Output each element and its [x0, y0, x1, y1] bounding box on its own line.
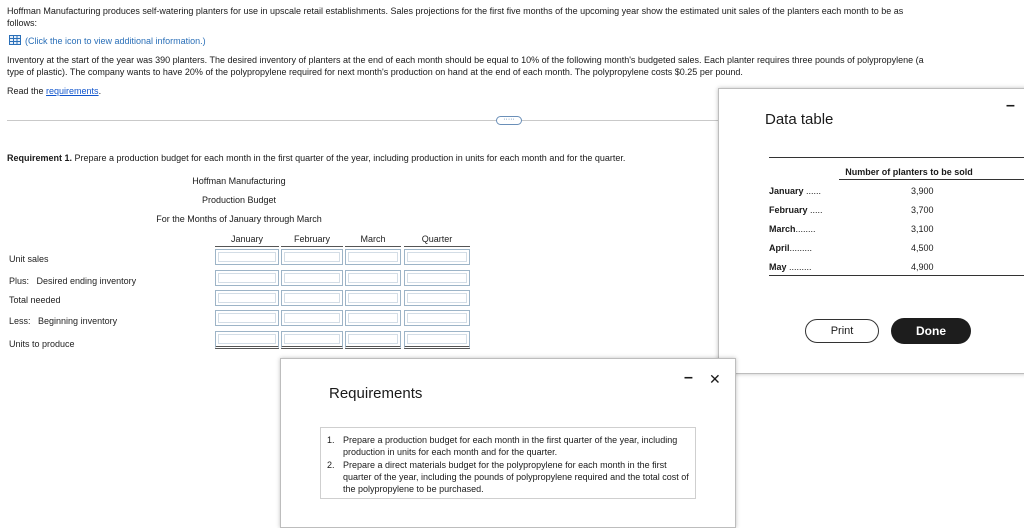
month-label: May: [769, 262, 787, 272]
row-label-beginning-inventory: [9, 316, 117, 326]
leader-dots: .........: [789, 243, 813, 253]
row-text: Beginning inventory: [38, 316, 118, 326]
col-underline: [281, 246, 343, 247]
data-row-february: [769, 205, 1024, 215]
row-text: Desired ending inventory: [36, 276, 137, 286]
read-prefix: Read the: [7, 86, 47, 96]
expand-button[interactable]: ·····: [496, 116, 522, 125]
input-ending-inventory-quarter[interactable]: [404, 270, 470, 286]
value: 3,900: [911, 186, 934, 196]
col-quarter: Quarter: [421, 234, 453, 244]
leader-dots: .....: [810, 205, 823, 215]
read-suffix: .: [98, 86, 102, 96]
input-units-to-produce-quarter[interactable]: [404, 331, 470, 349]
done-button[interactable]: Done: [891, 318, 971, 344]
requirements-panel: [280, 358, 736, 528]
col-underline: [215, 246, 279, 247]
input-total-needed-march[interactable]: [345, 290, 401, 306]
value: 3,100: [911, 224, 934, 234]
input-unit-sales-march[interactable]: [345, 249, 401, 265]
intro-line-2: follows:: [7, 18, 38, 28]
requirement-item-2: Prepare a direct materials budget for the polypropylene for each month in the first quarter of the year, including the pounds of polypropylene required and the total cost of the polypropylene to be purchased.: [343, 460, 689, 494]
problem-intro: [7, 5, 1017, 29]
requirement-1-label: Requirement 1.: [7, 153, 73, 163]
requirement-number: 2.: [327, 460, 335, 470]
data-row-april: [769, 243, 1024, 253]
input-unit-sales-february[interactable]: [281, 249, 343, 265]
row-prefix-less: Less:: [9, 316, 31, 326]
details-line-2: type of plastic). The company wants to have 20% of the polypropylene required for next month's production on hand at the end of each month. The polypropylene costs $0.25 per pound.: [7, 67, 743, 77]
month-label: January: [769, 186, 804, 196]
leader-dots: .........: [789, 262, 812, 272]
print-button[interactable]: Print: [805, 319, 879, 343]
requirement-1-prompt: [7, 153, 707, 163]
row-label-unit-sales: Unit sales: [9, 254, 49, 264]
input-unit-sales-quarter[interactable]: [404, 249, 470, 265]
value: 4,500: [911, 243, 934, 253]
row-prefix-plus: Plus:: [9, 276, 30, 286]
col-underline: [404, 246, 470, 247]
requirements-list: [320, 427, 696, 499]
table-icon[interactable]: [9, 35, 21, 45]
input-beginning-inventory-february[interactable]: [281, 310, 343, 326]
col-underline: [345, 246, 401, 247]
table-bottom-rule: [769, 275, 1024, 276]
header-underline: [839, 179, 1024, 180]
budget-company: Hoffman Manufacturing: [192, 176, 286, 186]
data-row-march: [769, 224, 1024, 234]
input-beginning-inventory-march[interactable]: [345, 310, 401, 326]
value: 4,900: [911, 262, 934, 272]
input-unit-sales-january[interactable]: [215, 249, 279, 265]
input-ending-inventory-march[interactable]: [345, 270, 401, 286]
row-label-desired-ending-inventory: [9, 276, 136, 286]
value: 3,700: [911, 205, 934, 215]
input-ending-inventory-january[interactable]: [215, 270, 279, 286]
section-divider: [7, 120, 719, 121]
data-table-panel: [718, 88, 1024, 374]
col-february: February: [293, 234, 330, 244]
info-link-text[interactable]: (Click the icon to view additional information.): [25, 36, 206, 46]
requirements-link[interactable]: requirements: [46, 86, 99, 96]
data-table-title: Data table: [765, 111, 834, 128]
read-requirements: [7, 86, 101, 96]
intro-line-1: Hoffman Manufacturing produces self-watering planters for use in upscale retail establishments. Sales projections for the first five months of the upcoming year show the estimated unit sales of the planters each month to be as: [7, 6, 904, 16]
leader-dots: ......: [806, 186, 822, 196]
col-january: January: [230, 234, 264, 244]
data-row-may: [769, 262, 1024, 272]
row-label-units-to-produce: Units to produce: [9, 339, 75, 349]
budget-title: Production Budget: [201, 195, 277, 205]
requirement-item-1: Prepare a production budget for each month in the first quarter of the year, including production in units for each month and for the quarter.: [343, 435, 678, 457]
month-label: February: [769, 205, 808, 215]
close-icon[interactable]: ✕: [709, 371, 721, 387]
input-beginning-inventory-january[interactable]: [215, 310, 279, 326]
input-units-to-produce-january[interactable]: [215, 331, 279, 349]
requirement-number: 1.: [327, 435, 335, 445]
input-units-to-produce-march[interactable]: [345, 331, 401, 349]
details-line-1: Inventory at the start of the year was 390 planters. The desired inventory of planters at the end of each month should be equal to 10% of the following month's budgeted sales. Each planter requires three pounds of polypropylene (a: [7, 55, 924, 65]
minimize-icon[interactable]: –: [684, 369, 693, 386]
input-total-needed-january[interactable]: [215, 290, 279, 306]
month-label: March: [769, 224, 796, 234]
input-units-to-produce-february[interactable]: [281, 331, 343, 349]
month-label: April: [769, 243, 790, 253]
requirement-1-text: Prepare a production budget for each month in the first quarter of the year, including production in units for each month and for the quarter.: [72, 153, 626, 163]
input-total-needed-february[interactable]: [281, 290, 343, 306]
budget-period: For the Months of January through March: [156, 214, 322, 224]
minimize-icon[interactable]: –: [1006, 97, 1015, 114]
data-table-column-header: Number of planters to be sold: [845, 167, 973, 177]
requirements-title: Requirements: [329, 385, 423, 402]
input-ending-inventory-february[interactable]: [281, 270, 343, 286]
row-label-total-needed: Total needed: [9, 295, 61, 305]
data-row-january: [769, 186, 1024, 196]
problem-details: [7, 54, 1023, 78]
leader-dots: ........: [795, 224, 816, 234]
input-total-needed-quarter[interactable]: [404, 290, 470, 306]
table-top-rule: [769, 157, 1024, 158]
col-march: March: [360, 234, 386, 244]
info-link[interactable]: [9, 35, 206, 46]
input-beginning-inventory-quarter[interactable]: [404, 310, 470, 326]
